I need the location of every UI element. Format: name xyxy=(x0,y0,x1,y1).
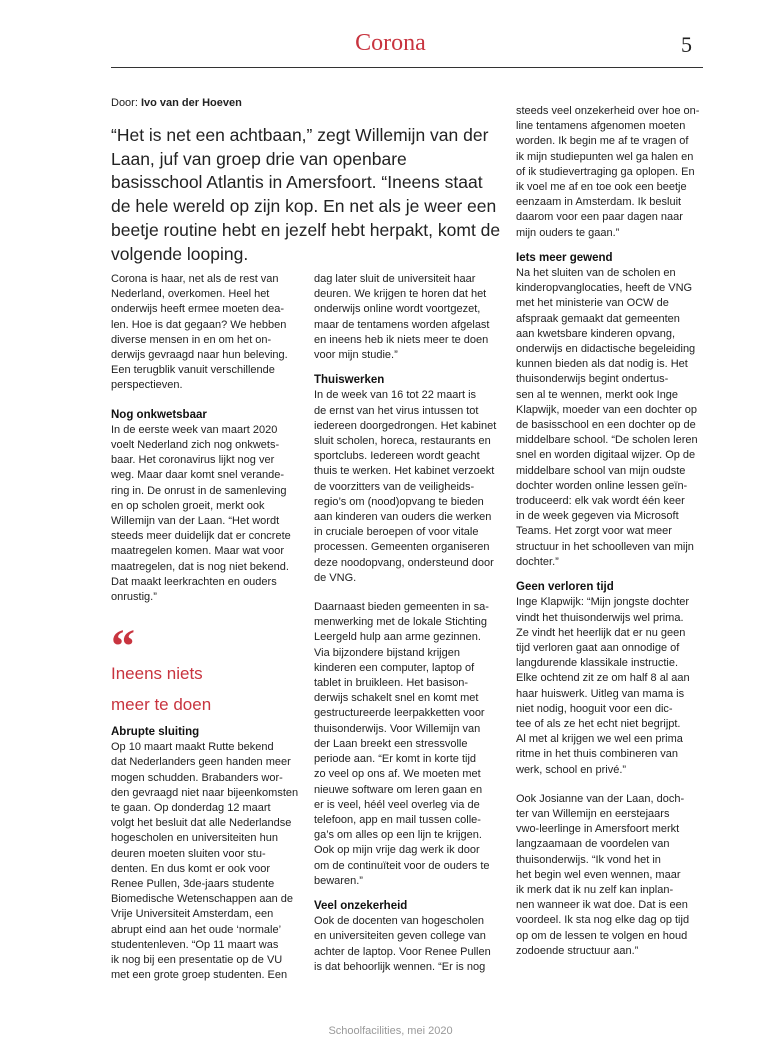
text-line: voordeel. Ik sta nog elke dag op tijd xyxy=(516,914,690,927)
text-line: worden. Ik begin me af te vragen of xyxy=(516,135,689,148)
text-line: deuren moeten sluiten voor stu- xyxy=(111,847,266,860)
text-line: op om de lessen te volgen en houd xyxy=(516,929,688,942)
page-footer: Schoolfacilities, mei 2020 xyxy=(328,1025,453,1037)
text-line: troduceerd: elk vak wordt één keer xyxy=(516,495,685,508)
text-line: in cruciale beroepen of voor vitale xyxy=(314,526,479,539)
text-line: aan kinderen van ouders die werken xyxy=(314,511,492,524)
text-line: Al met al krijgen we wel een prima xyxy=(516,733,683,746)
text-line: aan kwetsbare kinderen opvang, xyxy=(516,327,675,340)
text-line: middelbare school. “De scholen leren xyxy=(516,434,698,447)
pull-quote-line-2: meer te doen xyxy=(111,695,212,714)
text-line: zo veel op ons af. We moeten met xyxy=(314,768,481,781)
text-line: perspectieven. xyxy=(111,379,183,392)
text-line: kunnen bieden als dat nodig is. Het xyxy=(516,358,688,371)
text-line: ik voel me af en toe ook een beetje xyxy=(516,181,687,194)
text-line: onderwijs heeft ermee moeten dea- xyxy=(111,303,285,316)
text-line: ter van Willemijn en eerstejaars xyxy=(516,807,670,820)
text-line: dag later sluit de universiteit haar xyxy=(314,273,476,285)
text-line: voelt Nederland zich nog onkwets- xyxy=(111,439,280,452)
subheading-iets-meer-gewend: Iets meer gewend xyxy=(516,251,613,264)
text-line: onderwijs en didactische begeleiding xyxy=(516,343,696,356)
text-line: der Laan breekt een stressvolle xyxy=(314,737,468,750)
text-line: niet nodig, hooguit voor een dic- xyxy=(516,702,673,715)
paragraph xyxy=(314,388,506,586)
text-line: Nederland, overkomen. Heel het xyxy=(111,288,270,301)
text-line: onrustig.” xyxy=(111,591,157,604)
text-line: voor mijn studie.” xyxy=(314,349,398,362)
text-line: ik mijn studiepunten wel ga halen en xyxy=(516,150,694,163)
section-title: Corona xyxy=(355,30,426,56)
text-line: de ernst van het virus intussen tot xyxy=(314,404,479,417)
text-line: menwerking met de lokale Stichting xyxy=(314,616,488,629)
text-line: haar huiswerk. Uitleg van mama is xyxy=(516,687,685,700)
text-line: Ook Josianne van der Laan, doch- xyxy=(516,792,685,805)
text-line: Elke ochtend zit ze om half 8 al aan xyxy=(516,672,690,685)
text-line: Een terugblik vanuit verschillende xyxy=(111,364,275,377)
text-line: deuren. We krijgen te horen dat het xyxy=(314,288,487,301)
text-line: Corona is haar, net als de rest van xyxy=(111,273,279,285)
text-line: langdurende klassikale instructie. xyxy=(516,657,679,670)
paragraph xyxy=(516,104,712,241)
text-line: tee of als ze het echt niet begrijpt. xyxy=(516,717,681,730)
text-line: eenzaam in Amsterdam. Ik besluit xyxy=(516,196,682,209)
paragraph xyxy=(516,595,712,777)
text-line: dochter.” xyxy=(516,555,559,568)
text-line: Ook de docenten van hogescholen xyxy=(314,915,485,928)
text-line: Vrije Universiteit Amsterdam, een xyxy=(111,908,274,921)
text-line: Renee Pullen, 3de-jaars studente xyxy=(111,878,275,891)
text-line: Inge Klapwijk: “Mijn jongste dochter xyxy=(516,596,690,609)
text-line: en ineens heb ik niets meer te doen xyxy=(314,333,489,346)
header-divider xyxy=(111,67,703,68)
text-line: Ook op mijn vrije dag werk ik door xyxy=(314,844,480,857)
text-line: het begin wel even wennen, maar xyxy=(516,868,681,881)
text-line: Biomedische Wetenschappen aan de xyxy=(111,893,294,906)
text-line: de basisschool en een dochter op de xyxy=(516,419,696,432)
text-line: structuur in het schoolleven van mijn xyxy=(516,540,694,553)
text-line: Dat maakt leerkrachten en ouders xyxy=(111,575,277,588)
article-column-2 xyxy=(314,272,506,975)
text-line: In de eerste week van maart 2020 xyxy=(111,423,278,436)
pull-quote xyxy=(111,620,291,720)
text-line: mijn ouders te gaan.” xyxy=(516,226,620,239)
text-line: Leergeld hulp aan arme gezinnen. xyxy=(314,631,481,644)
text-line: afspraak gemaakt dat gemeenten xyxy=(516,312,680,325)
intro-paragraph xyxy=(111,272,303,394)
text-line: ritme in het thuis combineren van xyxy=(516,748,679,761)
subheading-thuiswerken: Thuiswerken xyxy=(314,374,385,387)
text-line: maatregelen, dat is nog niet bekend. xyxy=(111,560,289,573)
subheading-geen-verloren-tijd: Geen verloren tijd xyxy=(516,581,614,594)
article-column-3 xyxy=(516,104,712,959)
text-line: werk, school en privé.” xyxy=(516,763,627,776)
text-line: nen wanneer ik wat doe. Dat is een xyxy=(516,899,688,912)
byline-prefix: Door: xyxy=(111,97,141,109)
text-line: tijd verloren gaat aan onnodige of xyxy=(516,641,680,654)
page-number: 5 xyxy=(681,32,692,57)
paragraph xyxy=(111,423,303,605)
text-line: regio’s om (nood)opvang te bieden xyxy=(314,495,484,508)
subheading-veel-onzekerheid: Veel onzekerheid xyxy=(314,899,408,912)
text-line: hogescholen en universiteiten hun xyxy=(111,832,278,845)
text-line: baar. Het coronavirus lijkt nog ver xyxy=(111,454,275,467)
subheading-abrupte-sluiting: Abrupte sluiting xyxy=(111,726,200,738)
text-line: derwijs schakelt snel en komt met xyxy=(314,692,479,705)
text-line: de voorzitters van de veiligheids- xyxy=(314,480,475,493)
text-line: len. Hoe is dat gegaan? We hebben xyxy=(111,318,287,331)
text-line: met een grote groep studenten. Een xyxy=(111,969,288,982)
text-line: bewaren.” xyxy=(314,874,363,887)
text-line: tablet in bruikleen. Het basison- xyxy=(314,677,469,690)
subheading-nog-onkwetsbaar: Nog onkwetsbaar xyxy=(111,408,207,421)
text-line: ik merk dat ik nu zelf kan inplan- xyxy=(516,883,674,896)
text-line: of ik studievertraging ga oplopen. En xyxy=(516,165,695,178)
byline xyxy=(111,97,242,109)
text-line: ga’s om alles op een lijn te krijgen. xyxy=(314,829,482,842)
text-line: er is veel, héél veel overleg via de xyxy=(314,798,480,811)
text-line: iedereen doorgedrongen. Het kabinet xyxy=(314,419,497,432)
text-line: dat Nederlanders geen handen meer xyxy=(111,756,291,769)
text-line: onderwijs online wordt voortgezet, xyxy=(314,303,481,316)
text-line: zodoende structuur aan.” xyxy=(516,944,639,957)
text-line: ik nog bij een presentatie op de VU xyxy=(111,954,283,967)
text-line: en op scholen groeit, merkt ook xyxy=(111,499,265,512)
paragraph xyxy=(314,272,506,363)
text-line: maar de tentamens worden afgelast xyxy=(314,318,490,331)
text-line: Teams. Het zorgt voor wat meer xyxy=(516,525,672,538)
text-line: In de week van 16 tot 22 maart is xyxy=(314,389,477,402)
text-line: diverse mensen in en om het on- xyxy=(111,333,272,346)
text-line: telefoon, app en mail tussen colle- xyxy=(314,813,481,826)
text-line: steeds veel onzekerheid over hoe on- xyxy=(516,105,700,117)
text-line: Klapwijk, moeder van een dochter op xyxy=(516,403,697,416)
text-line: denten. En dus komt er ook voor xyxy=(111,862,270,875)
text-line: studentenleven. “Op 11 maart was xyxy=(111,938,279,951)
text-line: periode aan. “Er komt in korte tijd xyxy=(314,753,477,766)
text-line: Na het sluiten van de scholen en xyxy=(516,267,676,280)
text-line: Willemijn van der Laan. “Het wordt xyxy=(111,515,280,528)
text-line: abrupt eind aan het oude ‘normale’ xyxy=(111,923,282,936)
text-line: achter de laptop. Voor Renee Pullen xyxy=(314,945,491,958)
text-line: daarom voor een paar dagen naar xyxy=(516,211,683,224)
text-line: gestructureerde leerpakketten voor xyxy=(314,707,485,720)
text-line: volgt het besluit dat alle Nederlandse xyxy=(111,817,292,830)
text-line: processen. Gemeenten organiseren xyxy=(314,541,490,554)
text-line: de VNG. xyxy=(314,571,357,584)
text-line: kinderen een computer, laptop of xyxy=(314,661,475,674)
text-line: Op 10 maart maakt Rutte bekend xyxy=(111,741,274,754)
text-line: te gaan. Op donderdag 12 maart xyxy=(111,802,271,815)
text-line: dochter worden online lessen geïn- xyxy=(516,479,688,492)
text-line: Daarnaast bieden gemeenten in sa- xyxy=(314,601,489,614)
text-line: sportclubs. Iedereen wordt geacht xyxy=(314,450,480,463)
text-line: thuisonderwijs begint ondertus- xyxy=(516,373,669,386)
text-line: vindt het thuisonderwijs wel prima. xyxy=(516,611,684,624)
text-line: Ze vindt het heerlijk dat er nu geen xyxy=(516,626,686,639)
article-column-1-continued xyxy=(111,725,303,983)
lead-paragraph: “Het is net een achtbaan,” zegt Willemijn van der Laan, juf van groep drie van openbare basisschool Atlantis in Amersfoort. “Ineens staat de hele wereld op zijn kop. En net als je weer een beetje routine hebt en jezelf hebt herpakt, komt de volgende looping. xyxy=(111,125,501,264)
text-line: kinderopvanglocaties, heeft de VNG xyxy=(516,282,693,295)
pull-quote-line-1: Ineens niets xyxy=(111,664,203,683)
text-line: snel en worden digitaal wijzer. Op de xyxy=(516,449,696,462)
text-line: steeds meer duidelijk dat er concrete xyxy=(111,530,291,543)
quote-mark-icon: “ xyxy=(111,620,135,673)
text-line: thuisonderwijs. “Ik vond het in xyxy=(516,853,661,866)
text-line: en universiteiten geven college van xyxy=(314,930,486,943)
text-line: mogen schudden. Brabanders wor- xyxy=(111,771,283,784)
text-line: vwo-leerlinge in Amersfoort merkt xyxy=(516,823,680,836)
paragraph xyxy=(314,600,506,889)
paragraph xyxy=(111,740,303,983)
article-column-1 xyxy=(111,272,303,605)
text-line: weg. Maar daar komt snel verande- xyxy=(111,469,285,482)
text-line: deze noodopvang, ondersteund door xyxy=(314,556,494,569)
text-line: maatregelen komen. Maar wat voor xyxy=(111,545,285,558)
text-line: sen al te wennen, merkt ook Inge xyxy=(516,388,679,401)
text-line: om de continuïteit voor de ouders te xyxy=(314,859,490,872)
text-line: Via bijzondere bijstand krijgen xyxy=(314,646,460,659)
text-line: derwijs gevraagd naar hun beleving. xyxy=(111,349,288,362)
text-line: ring in. De onrust in de samenleving xyxy=(111,484,287,497)
text-line: middelbare school van mijn oudste xyxy=(516,464,686,477)
text-line: in de week gegeven via Microsoft xyxy=(516,510,679,523)
text-line: langzaamaan de voordelen van xyxy=(516,838,670,851)
paragraph xyxy=(314,914,506,975)
text-line: thuis te werken. Het kabinet verzoekt xyxy=(314,465,495,478)
text-line: line tentamens afgenomen moeten xyxy=(516,120,686,133)
text-line: is dat behoorlijk wennen. “Er is nog xyxy=(314,960,486,973)
paragraph xyxy=(516,266,712,570)
paragraph xyxy=(516,792,712,959)
text-line: thuisonderwijs. Voor Willemijn van xyxy=(314,722,481,735)
byline-author: Ivo van der Hoeven xyxy=(140,97,242,109)
text-line: met het ministerie van OCW de xyxy=(516,297,669,310)
text-line: den gevraagd niet naar bijeenkomsten xyxy=(111,786,299,799)
text-line: sluit scholen, horeca, restaurants en xyxy=(314,435,491,448)
text-line: nieuwe software om leren gaan en xyxy=(314,783,483,796)
